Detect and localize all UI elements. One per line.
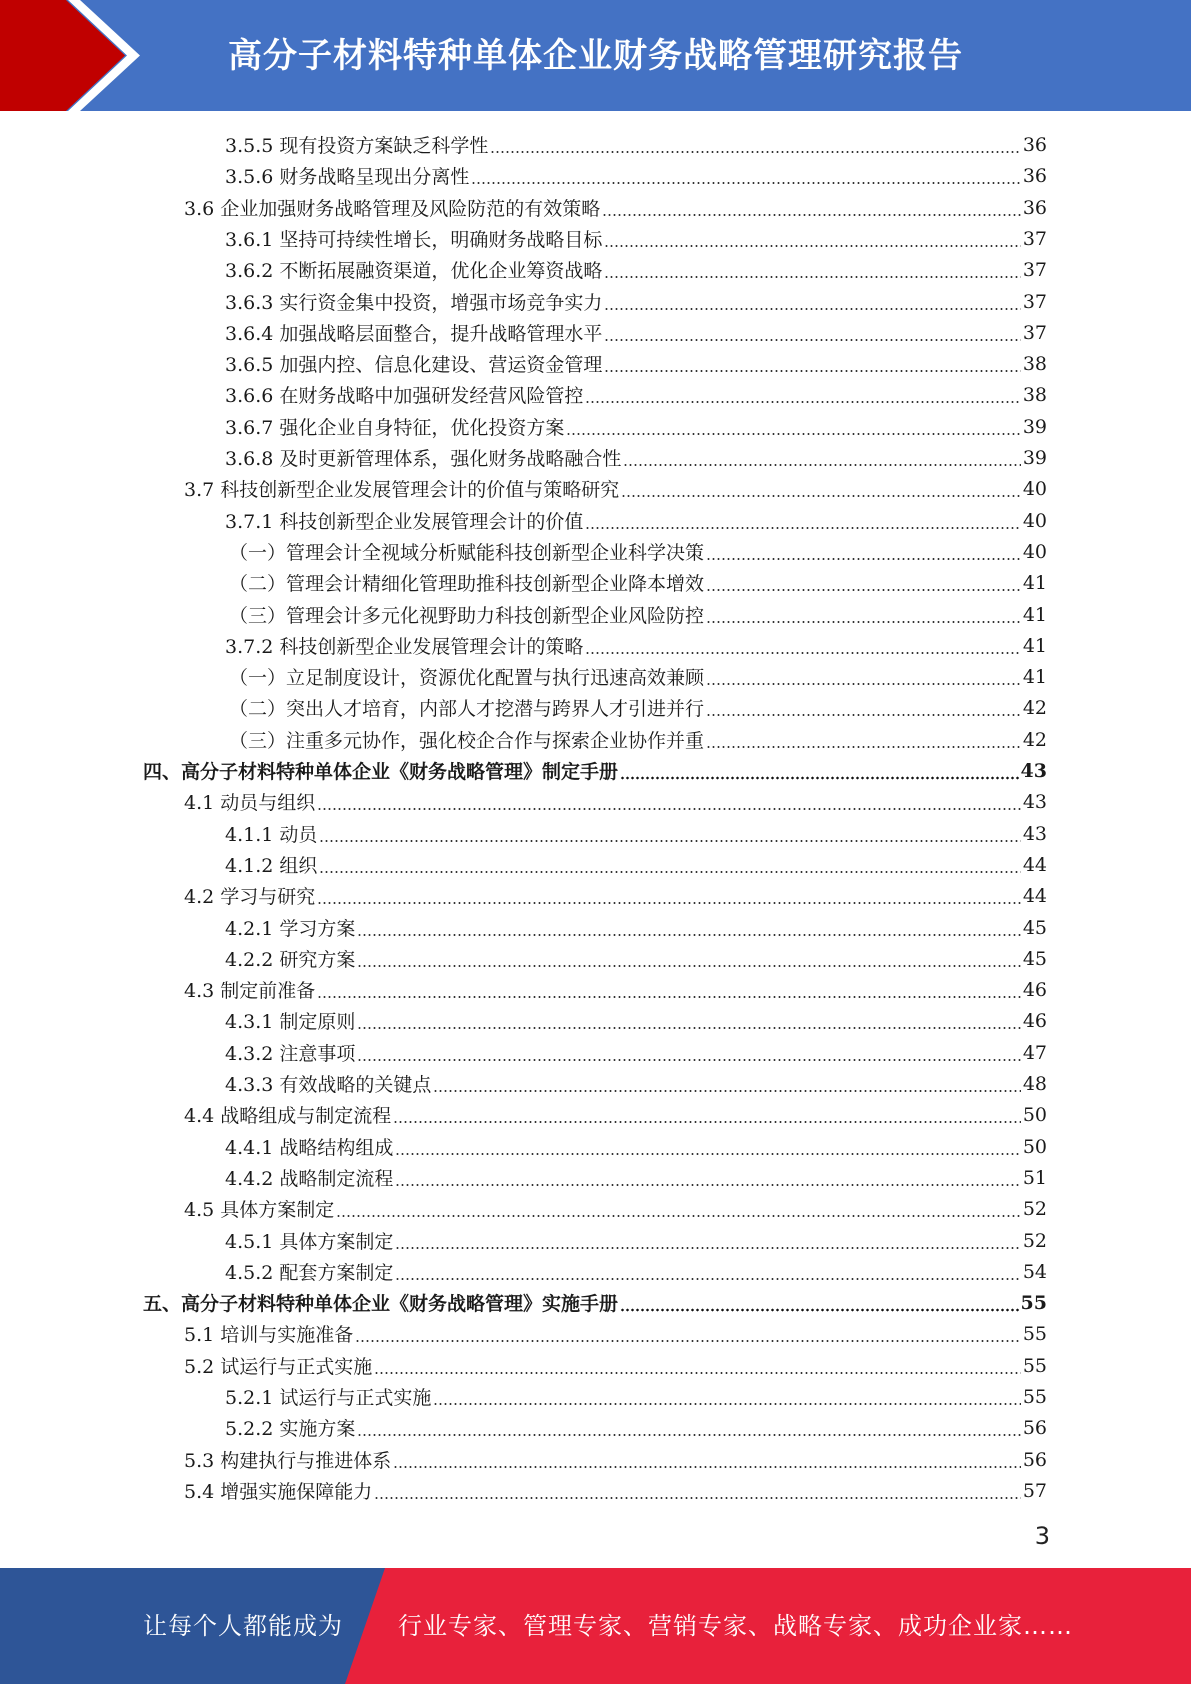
toc-entry-label: 3.7 科技创新型企业发展管理会计的价值与策略研究 [184,479,620,501]
toc-entry-label: 4.2.2 研究方案 [225,949,356,971]
toc-entry[interactable] [229,661,1047,692]
toc-entry[interactable] [225,1037,1047,1068]
toc-entry-label: 5.4 增强实施保障能力 [184,1481,373,1503]
toc-entry-label: 五、高分子材料特种单体企业《财务战略管理》实施手册 [143,1293,619,1315]
toc-entry[interactable] [225,818,1047,849]
toc-leader-dots [317,974,1021,1005]
toc-leader-dots [620,1287,1019,1318]
toc-leader-dots [706,599,1021,630]
toc-entry[interactable] [184,192,1047,223]
toc-entry-label: 3.5.6 财务战略呈现出分离性 [225,166,470,188]
toc-entry[interactable] [184,1444,1047,1475]
toc-leader-dots [357,1005,1020,1036]
toc-entry-page: 47 [1022,1041,1047,1064]
toc-entry-page: 42 [1022,728,1047,751]
toc-entry-page: 50 [1022,1103,1047,1126]
toc-entry-page: 42 [1022,696,1047,719]
toc-entry-label: （三）注重多元协作，强化校企合作与探索企业协作并重 [229,730,705,752]
toc-entry-label: 4.2.1 学习方案 [225,918,356,940]
toc-entry-page: 57 [1022,1479,1047,1502]
toc-entry[interactable] [184,974,1047,1005]
toc-entry[interactable] [225,505,1047,536]
toc-entry-label: 3.7.1 科技创新型企业发展管理会计的价值 [225,511,584,533]
toc-entry-label: 3.6.2 不断拓展融资渠道，优化企业筹资战略 [225,260,603,282]
footer-roles: 行业专家、管理专家、营销专家、战略专家、成功企业家…… [398,1612,1073,1640]
toc-entry-label: 3.6.6 在财务战略中加强研发经营风险管控 [225,385,584,407]
toc-entry-label: 5.2.1 试运行与正式实施 [225,1387,432,1409]
toc-entry-page: 46 [1022,978,1047,1001]
toc-entry-label: 四、高分子材料特种单体企业《财务战略管理》制定手册 [143,761,619,783]
toc-leader-dots [395,1225,1020,1256]
toc-entry-page: 48 [1022,1072,1047,1095]
toc-entry-label: 4.3.3 有效战略的关键点 [225,1074,432,1096]
toc-leader-dots [433,1068,1020,1099]
toc-entry-page: 56 [1022,1416,1047,1439]
toc-entry[interactable] [184,1350,1047,1381]
toc-entry[interactable] [225,286,1047,317]
toc-entry-label: 3.7.2 科技创新型企业发展管理会计的策略 [225,636,584,658]
toc-entry[interactable] [225,254,1047,285]
toc-leader-dots [393,1444,1021,1475]
toc-leader-dots [319,818,1020,849]
toc-entry[interactable] [184,1099,1047,1130]
toc-entry-label: 4.5.1 具体方案制定 [225,1231,394,1253]
toc-entry-label: （三）管理会计多元化视野助力科技创新型企业风险防控 [229,605,705,627]
toc-entry-label: 4.3 制定前准备 [184,980,316,1002]
toc-entry-label: 5.2.2 实施方案 [225,1418,356,1440]
chevron-arrow-icon [0,0,160,111]
toc-leader-dots [357,1037,1020,1068]
toc-leader-dots [706,536,1021,567]
page-footer [0,1568,1191,1684]
toc-leader-dots [336,1193,1021,1224]
toc-entry-page: 40 [1022,509,1047,532]
toc-entry-page: 40 [1022,477,1047,500]
toc-entry-label: 3.5.5 现有投资方案缺乏科学性 [225,135,489,157]
toc-entry[interactable] [225,160,1047,191]
toc-entry-label: 4.2 学习与研究 [184,886,316,908]
toc-entry-label: 5.2 试运行与正式实施 [184,1356,373,1378]
toc-entry-label: 4.4.2 战略制定流程 [225,1168,394,1190]
toc-entry-page: 54 [1022,1260,1047,1283]
toc-entry-label: 4.4 战略组成与制定流程 [184,1105,392,1127]
toc-entry[interactable] [225,379,1047,410]
toc-entry-label: 3.6.7 强化企业自身特征，优化投资方案 [225,417,565,439]
toc-entry[interactable] [225,1162,1047,1193]
toc-entry-label: 4.1.1 动员 [225,824,318,846]
toc-leader-dots [706,724,1021,755]
toc-leader-dots [706,567,1021,598]
toc-entry-page: 44 [1022,853,1047,876]
toc-entry-label: （二）管理会计精细化管理助推科技创新型企业降本增效 [229,573,705,595]
toc-entry[interactable] [229,536,1047,567]
toc-leader-dots [602,192,1021,223]
toc-entry[interactable] [143,755,1047,786]
toc-entry-label: 3.6.4 加强战略层面整合，提升战略管理水平 [225,323,603,345]
toc-entry-page: 44 [1022,884,1047,907]
toc-entry[interactable] [229,692,1047,723]
toc-leader-dots [393,1099,1021,1130]
toc-entry-label: （一）立足制度设计，资源优化配置与执行迅速高效兼顾 [229,667,705,689]
toc-entry[interactable] [229,567,1047,598]
toc-entry-page: 56 [1022,1448,1047,1471]
toc-leader-dots [374,1350,1021,1381]
toc-entry-page: 52 [1022,1229,1047,1252]
toc-leader-dots [585,379,1020,410]
toc-entry[interactable] [225,317,1047,348]
toc-entry[interactable] [225,1256,1047,1287]
toc-entry-page: 39 [1022,446,1047,469]
toc-leader-dots [621,473,1021,504]
toc-entry[interactable] [225,943,1047,974]
toc-leader-dots [471,160,1020,191]
toc-entry[interactable] [143,1287,1047,1318]
toc-leader-dots [357,1412,1020,1443]
toc-entry[interactable] [225,1005,1047,1036]
toc-leader-dots [604,317,1020,348]
toc-entry[interactable] [184,1318,1047,1349]
toc-entry-page: 46 [1022,1009,1047,1032]
toc-entry[interactable] [225,348,1047,379]
toc-entry-label: 3.6.8 及时更新管理体系，强化财务战略融合性 [225,448,622,470]
toc-entry[interactable] [225,1131,1047,1162]
toc-entry[interactable] [225,849,1047,880]
toc-entry-page: 43 [1022,822,1047,845]
toc-leader-dots [355,1318,1021,1349]
toc-entry[interactable] [225,129,1047,160]
toc-entry-label: 5.3 构建执行与推进体系 [184,1450,392,1472]
toc-entry-page: 55 [1022,1385,1047,1408]
toc-leader-dots [317,786,1021,817]
document-title: 高分子材料特种单体企业财务战略管理研究报告 [228,36,963,76]
toc-entry-label: 4.1.2 组织 [225,855,318,877]
toc-leader-dots [395,1256,1020,1287]
toc-entry[interactable] [229,599,1047,630]
toc-entry-label: 4.5.2 配套方案制定 [225,1262,394,1284]
toc-entry[interactable] [225,1068,1047,1099]
toc-leader-dots [490,129,1020,160]
toc-entry-page: 37 [1022,227,1047,250]
toc-leader-dots [319,849,1020,880]
toc-leader-dots [604,223,1020,254]
toc-entry-page: 43 [1020,759,1047,782]
toc-entry-label: 4.4.1 战略结构组成 [225,1137,394,1159]
toc-entry-page: 36 [1022,196,1047,219]
toc-entry[interactable] [184,786,1047,817]
toc-entry-page: 45 [1022,916,1047,939]
toc-entry[interactable] [225,1225,1047,1256]
toc-leader-dots [585,630,1020,661]
toc-entry[interactable] [225,442,1047,473]
toc-entry-label: 5.1 培训与实施准备 [184,1324,354,1346]
toc-leader-dots [585,505,1020,536]
toc-entry-label: 4.5 具体方案制定 [184,1199,335,1221]
page-number: 3 [1034,1522,1050,1550]
toc-entry[interactable] [229,724,1047,755]
toc-entry-page: 51 [1022,1166,1047,1189]
toc-entry-label: （二）突出人才培育，内部人才挖潜与跨界人才引进并行 [229,698,705,720]
toc-entry-page: 37 [1022,290,1047,313]
toc-entry[interactable] [225,912,1047,943]
toc-entry[interactable] [184,1193,1047,1224]
toc-leader-dots [395,1162,1020,1193]
toc-entry[interactable] [225,411,1047,442]
toc-leader-dots [604,286,1020,317]
toc-entry-page: 36 [1022,133,1047,156]
toc-entry-page: 36 [1022,164,1047,187]
toc-entry-label: 4.1 动员与组织 [184,792,316,814]
toc-entry-label: 4.3.2 注意事项 [225,1043,356,1065]
toc-leader-dots [317,880,1021,911]
toc-leader-dots [566,411,1020,442]
toc-entry-label: 3.6.1 坚持可持续性增长，明确财务战略目标 [225,229,603,251]
toc-entry-page: 39 [1022,415,1047,438]
toc-entry-page: 55 [1022,1322,1047,1345]
toc-entry-page: 38 [1022,383,1047,406]
toc-leader-dots [395,1131,1020,1162]
toc-entry-page: 37 [1022,258,1047,281]
toc-leader-dots [620,755,1019,786]
toc-entry-page: 41 [1022,665,1047,688]
toc-entry[interactable] [225,630,1047,661]
toc-entry-page: 37 [1022,321,1047,344]
toc-entry-page: 55 [1020,1291,1047,1314]
toc-leader-dots [706,692,1021,723]
toc-entry[interactable] [225,223,1047,254]
toc-entry-page: 50 [1022,1135,1047,1158]
toc-leader-dots [357,943,1020,974]
toc-entry[interactable] [225,1412,1047,1443]
toc-entry-label: 3.6.3 实行资金集中投资，增强市场竞争实力 [225,292,603,314]
toc-leader-dots [604,348,1020,379]
toc-entry-page: 41 [1022,571,1047,594]
footer-slogan: 让每个人都能成为 [143,1612,343,1640]
toc-entry[interactable] [184,473,1047,504]
toc-entry-page: 43 [1022,790,1047,813]
toc-entry[interactable] [184,1475,1047,1506]
toc-entry-label: 3.6 企业加强财务战略管理及风险防范的有效策略 [184,198,601,220]
toc-entry-page: 41 [1022,603,1047,626]
toc-leader-dots [433,1381,1020,1412]
toc-entry-label: 4.3.1 制定原则 [225,1011,356,1033]
toc-leader-dots [706,661,1021,692]
toc-leader-dots [374,1475,1021,1506]
toc-entry-page: 45 [1022,947,1047,970]
toc-entry-label: （一）管理会计全视域分析赋能科技创新型企业科学决策 [229,542,705,564]
page-header [0,0,1191,111]
toc-entry-page: 41 [1022,634,1047,657]
toc-entry[interactable] [225,1381,1047,1412]
toc-entry-page: 38 [1022,352,1047,375]
toc-entry[interactable] [184,880,1047,911]
toc-entry-page: 52 [1022,1197,1047,1220]
toc-entry-label: 3.6.5 加强内控、信息化建设、营运资金管理 [225,354,603,376]
toc-leader-dots [604,254,1020,285]
toc-entry-page: 55 [1022,1354,1047,1377]
toc-leader-dots [357,912,1020,943]
toc-leader-dots [623,442,1020,473]
toc-entry-page: 40 [1022,540,1047,563]
